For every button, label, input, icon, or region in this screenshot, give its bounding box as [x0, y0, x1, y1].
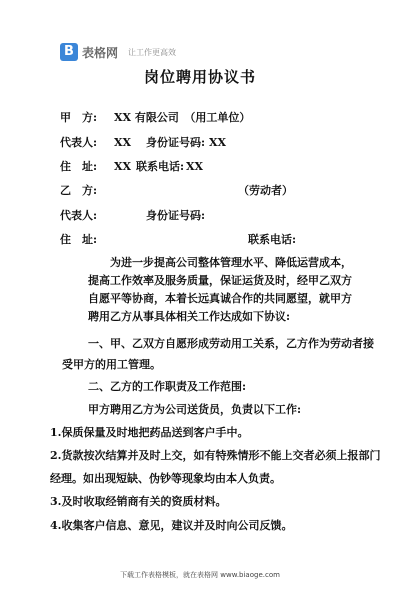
- rep-b-label: 代表人:: [60, 209, 98, 222]
- rep-a-value: XX: [114, 136, 132, 149]
- rep-a-id-label: 身份证号码:: [146, 136, 206, 149]
- addr-a-value: XX: [114, 160, 132, 173]
- addr-b-phone-label: 联系电话:: [248, 233, 297, 246]
- duty-item: 2.货款按次结算并及时上交，如有特殊情形不能上交者必须上报部门: [50, 449, 381, 462]
- addr-a-phone-label: 联系电话:: [136, 160, 185, 173]
- clause-1-first: 一、甲、乙双方自愿形成劳动用工关系，乙方作为劳动者接: [88, 337, 374, 350]
- party-b-label: 乙 方:: [60, 184, 98, 197]
- duty-intro: 甲方聘用乙方为公司送货员，负责以下工作:: [88, 403, 302, 416]
- logo-icon: B: [60, 43, 78, 61]
- intro-paragraph: 为进一步提高公司整体管理水平、降低运营成本，提高工作效率及服务质量，保证运货及时，经甲乙双方自愿平等协商，本着长远真诚合作的共同愿望，就甲方聘用乙方从事具体相关工作达成如下协议:: [88, 256, 352, 323]
- addr-b-label: 住 址:: [60, 233, 98, 246]
- party-a-value: XX 有限公司 （用工单位）: [114, 111, 251, 124]
- duty-item: 3.及时收取经销商有关的资质材料。: [50, 495, 227, 508]
- brand-name: 表格网: [82, 45, 119, 60]
- rep-a-id-value: XX: [209, 136, 227, 149]
- clause-2-heading: 二、乙方的工作职责及工作范围:: [88, 380, 247, 393]
- addr-a-phone-value: XX: [186, 160, 204, 173]
- brand-logo[interactable]: [60, 43, 176, 61]
- clause-1-second: 受甲方的用工管理。: [62, 358, 161, 371]
- party-a-label: 甲 方:: [60, 111, 98, 124]
- duty-item: 经理。如出现短缺、伪钞等现象均由本人负责。: [50, 472, 281, 485]
- duty-item: 4.收集客户信息、意见，建议并及时向公司反馈。: [50, 519, 293, 532]
- rep-a-label: 代表人:: [60, 136, 98, 149]
- duty-item: 1.保质保量及时地把药品送到客户手中。: [50, 426, 249, 439]
- brand-slogan: 让工作更高效: [128, 47, 177, 57]
- footer-text: 下载工作表格模板，就在表格网 www.biaoge.com: [120, 571, 280, 579]
- rep-b-id-label: 身份证号码:: [146, 209, 206, 222]
- party-b-note: （劳动者）: [238, 184, 293, 197]
- document-title: 岗位聘用协议书: [143, 68, 256, 86]
- addr-a-label: 住 址:: [60, 160, 98, 173]
